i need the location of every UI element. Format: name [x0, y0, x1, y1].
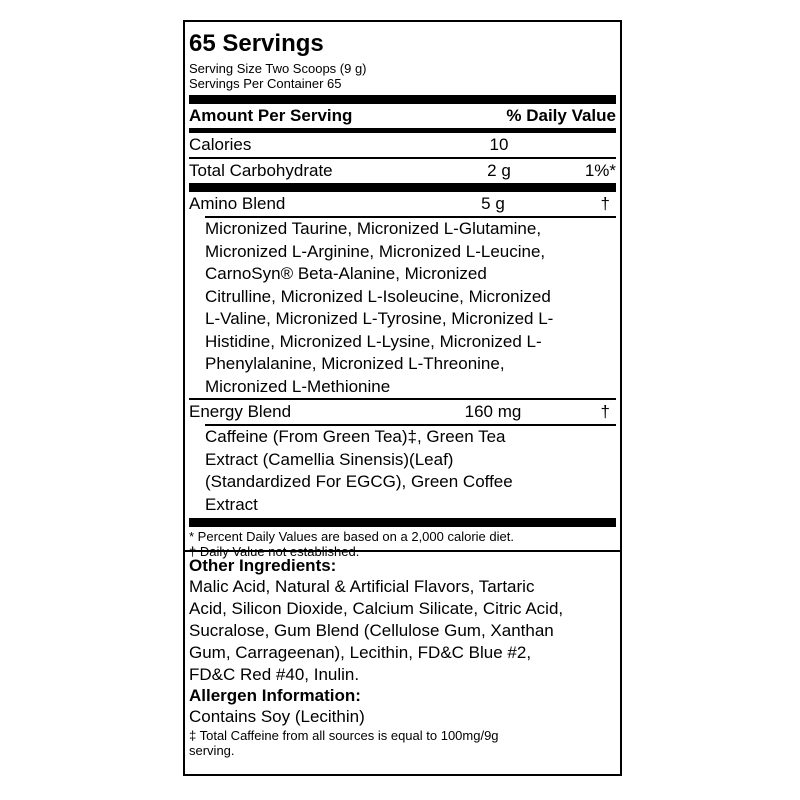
ingredient-line: L-Valine, Micronized L-Tyrosine, Micronized L- — [205, 309, 554, 328]
ingredient-line: Phenylalanine, Micronized L-Threonine, — [205, 354, 505, 373]
facts-section — [189, 22, 616, 559]
servings-title: 65 Servings — [189, 30, 324, 57]
energy-blend-dv: † — [600, 402, 610, 421]
energy-blend-ingredients — [189, 426, 616, 516]
divider — [189, 183, 616, 192]
ingredient-line: Gum, Carrageenan), Lecithin, FD&C Blue #2, — [189, 643, 532, 662]
ingredient-line: FD&C Red #40, Inulin. — [189, 665, 360, 684]
servings-per-container: Servings Per Container 65 — [189, 76, 342, 91]
other-ingredients-section — [185, 550, 620, 758]
nutrient-name: Calories — [189, 135, 252, 154]
amino-blend-amount: 5 g — [481, 194, 505, 213]
caffeine-footnote-line: ‡ Total Caffeine from all sources is equal to 100mg/9g — [189, 728, 499, 743]
ingredient-line: Extract (Camellia Sinensis)(Leaf) — [205, 449, 454, 469]
nutrient-amount: 10 — [489, 135, 509, 154]
ingredient-line: Caffeine (From Green Tea)‡, Green Tea — [205, 427, 506, 446]
ingredient-line: Histidine, Micronized L-Lysine, Micronized L- — [205, 331, 542, 351]
nutrient-row — [189, 133, 616, 157]
allergen-text: Contains Soy (Lecithin) — [189, 707, 365, 726]
ingredient-line: Extract — [205, 494, 258, 514]
amino-blend-ingredients — [189, 218, 616, 398]
footnote-not-established: † Daily Value not established. — [189, 544, 360, 559]
ingredient-line: Malic Acid, Natural & Artificial Flavors, Tartaric — [189, 577, 535, 596]
amino-blend-name: Amino Blend — [189, 194, 286, 213]
nutrient-amount: 2 g — [487, 161, 511, 180]
caffeine-footnote-line: serving. — [189, 743, 235, 758]
nutrient-dv: 1%* — [584, 161, 616, 180]
divider — [189, 518, 616, 527]
nutrient-name: Total Carbohydrate — [189, 161, 333, 180]
ingredient-line: Citrulline, Micronized L-Isoleucine, Micronized — [205, 286, 551, 306]
amount-per-serving-header: Amount Per Serving — [189, 106, 353, 125]
serving-size: Serving Size Two Scoops (9 g) — [189, 61, 367, 76]
amino-blend-dv: † — [600, 194, 610, 213]
other-ingredients-heading: Other Ingredients: — [189, 556, 337, 575]
energy-blend-row — [189, 400, 616, 424]
supplement-facts-panel — [183, 20, 622, 776]
caffeine-footnote — [189, 728, 616, 758]
daily-value-header: % Daily Value — [506, 106, 616, 125]
footnote-daily-values: * Percent Daily Values are based on a 2,000 calorie diet. — [189, 529, 514, 544]
ingredient-line: Micronized L-Methionine — [205, 376, 391, 396]
nutrient-row — [189, 159, 616, 183]
ingredient-line: (Standardized For EGCG), Green Coffee — [205, 472, 513, 491]
ingredient-line: Acid, Silicon Dioxide, Calcium Silicate, Citric Acid, — [189, 599, 564, 618]
column-header-row — [189, 104, 616, 128]
ingredient-line: Micronized L-Arginine, Micronized L-Leucine, — [205, 241, 546, 261]
amino-blend-row — [189, 192, 616, 216]
energy-blend-name: Energy Blend — [189, 402, 292, 421]
ingredient-line: Sucralose, Gum Blend (Cellulose Gum, Xanthan — [189, 621, 554, 640]
energy-blend-amount: 160 mg — [464, 402, 522, 421]
allergen-heading: Allergen Information: — [189, 686, 361, 705]
ingredient-line: CarnoSyn® Beta-Alanine, Micronized — [205, 264, 487, 283]
divider — [189, 95, 616, 104]
ingredient-line: Micronized Taurine, Micronized L-Glutamine, — [205, 219, 542, 238]
other-ingredients-text — [189, 576, 616, 686]
